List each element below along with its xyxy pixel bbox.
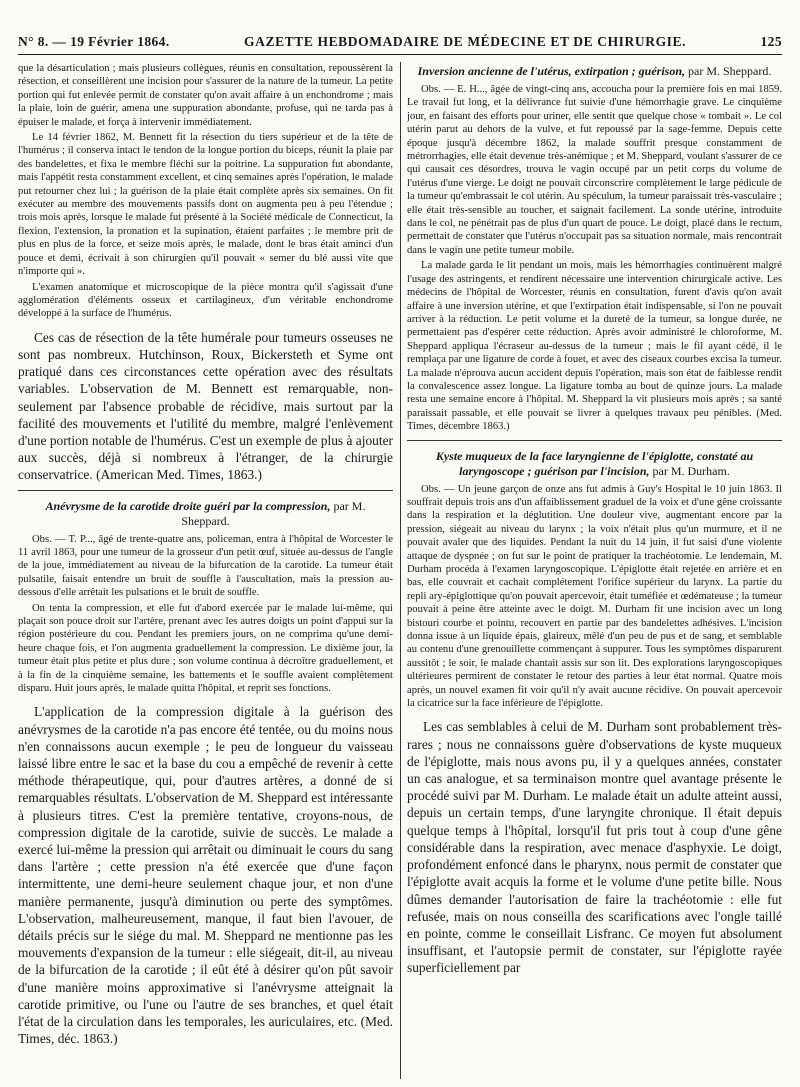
section-divider [18, 490, 393, 491]
paragraph: L'examen anatomique et microscopique de la pièce montra qu'il s'agissait d'une agglomération d'éléments osseux et cartilagineux, d'un véritable enchondrome développé à la surface de l'humérus. [18, 281, 393, 320]
article-heading [413, 449, 776, 479]
two-column-body [18, 62, 782, 1079]
article-title: Anévrysme de la carotide droite guéri par la compression, [45, 498, 331, 513]
commentary-paragraph: L'application de la compression digitale à la guérison des anévrysmes de la carotide n'a pas encore été tentée, ou du moins nous n'en connaissons aucun exemple ; le peu de longueur du vaisseau laissé libre entre le sac et la base du cou a empêché de revenir à cette méthode thérapeutique, qui, pour d'autres artères, a donné de si remarquables résultats. L'observation de M. Sheppard est intéressante à plusieurs titres. C'est la première tentative, croyons-nous, de compression digitale de la carotide, suivie de succès. Le malade a exercé lui-même la pression qui arrêtait ou diminuait le cours du sang dans l'artère ; cette pression n'a été exercée que d'une façon intermittente, une demi-heure seulement chaque jour, et non d'une manière permanente, jusqu'à diminution ou perte des symptômes. L'observation, malheureusement, manque, il faut bien l'avouer, de détails précis sur le siége du mal. M. Sheppard ne mentionne pas les mouvements d'expansion de la tumeur : elle siégeait, dit-il, au niveau de la bifurcation de la carotide ; il eût été à désirer qu'on pût savoir d'une manière moins approximative si l'anévrysme atteignait la carotide primitive, ou l'une ou l'autre de ses branches, et quel était l'état de la circulation dans les temporales, les auriculaires, etc. (Med. Times, déc. 1863.) [18, 704, 393, 1047]
article-author: par M. Sheppard. [688, 64, 772, 78]
paragraph: Le 14 février 1862, M. Bennett fit la résection du tiers supérieur et de la tête de l'humérus ; il conserva intact le tendon de la longue portion du biceps, réunit la plaie par des bandelettes, et fixa le membre fléchi sur la poitrine. La suppuration fut abondante, mais l'appétit resta constamment excellent, et cinq semaines après l'opération, le malade put retourner chez lui ; la guérison de la plaie était complète après six semaines. On fit exécuter au membre des mouvements passifs dont on augmenta peu à peu l'étendue ; trois mois après, lorsque le malade fut présenté à la Société médicale de Connecticut, la flexion, l'extension, la pronation et la supination, étaient parfaites ; le membre prit de plus en plus de la force, et seize mois après, le malade, dont le bras était aminci d'un pouce et demi, écrivait à son chirurgien qu'il pouvait « semer du blé aussi vite que n'importe qui ». [18, 132, 393, 278]
article-heading [24, 499, 387, 529]
journal-title: GAZETTE HEBDOMADAIRE DE MÉDECINE ET DE CHIRURGIE. [244, 34, 687, 49]
page-number: 125 [760, 34, 782, 49]
article-title: Inversion ancienne de l'utérus, extirpation ; guérison, [417, 64, 686, 78]
article-author: par M. Durham. [652, 463, 730, 478]
issue-date: N° 8. — 19 Février 1864. [18, 34, 170, 49]
left-column [18, 62, 393, 1079]
paragraph: que la désarticulation ; mais plusieurs collègues, réunis en consultation, repoussèrent la résection, et conseillèrent une incision pour s'assurer de la nature de la tumeur. La petite portion qui fut enlevée permit de constater qu'on avait affaire à un enchondrome ; mais la plaie, loin de guérir, amena une suppuration abondante, profuse, qui ne tarda pas à épuiser le malade, et força à intervenir immédiatement. [18, 63, 393, 128]
right-column [407, 62, 782, 1079]
observation-paragraph: Obs. — T. P..., âgé de trente-quatre ans, policeman, entra à l'hôpital de Worcester le 11 avril 1863, pour une tumeur de la grosseur d'un petit œuf, située au-dessus de l'angle de la joue, immédiatement au niveau de la bifurcation de la carotide. La tumeur était pulsatile, faisait entendre un bruit de souffle à l'auscultation, mais la pression au-dessous d'elle arrêtait les pulsations et le bruit de souffle. [18, 533, 393, 599]
observation-paragraph: Obs. — Un jeune garçon de onze ans fut admis à Guy's Hospital le 10 juin 1863. Il souffrait depuis trois ans d'un affaiblissement graduel de la voix et d'une gêne croissante dans la respiration et la déglutition. Une douleur vive, augmentant encore par la pression, siégeait au niveau du larynx ; la voix n'était plus qu'un murmure, et il ne pouvait avaler que des liquides. Pendant la nuit du 14 juin, il fut saisi d'une violente attaque de dyspnée ; on fut sur le point de pratiquer la trachéotomie. Le lendemain, M. Durham procéda à l'examen laryngoscopique. L'épiglotte était rejetée en arrière et en bas, elle couvrait et cachait complétement l'orifice supérieur du larynx. La partie du repli ary-épiglottique qu'on pouvait apercevoir, était tuméfiée et œdémateuse ; la tumeur pouvait à peine être atteinte avec le doigt. M. Durham fit une incision avec un long bistouri courbe et pointu, recouvert en partie par des bandelettes adhésives. L'incision donna issue à un liquide épais, glaireux, mêlé d'un peu de pus et de sang, et semblable au contenu d'une grenouillette commençant à suppurer. Tous les symptômes disparurent aussitôt ; le soir, le malade chantait assis sur son lit. Des explorations laryngoscopiques ultérieures permirent de constater le retour des parties à leur état normal. Quatre mois après, un nouvel examen fit voir qu'il n'y avait aucune récidive. On pouvait apercevoir la cicatrice sur la face inférieure de l'épiglotte. [407, 483, 782, 710]
article-heading [413, 64, 776, 79]
paragraph: On tenta la compression, et elle fut d'abord exercée par le malade lui-même, qui plaçait son pouce droit sur l'artère, prenant avec les autres doigts un point d'appui sur la région postérieure du cou. Pendant les premiers jours, on ne comprima qu'une demi-heure chaque fois, et l'on augmenta graduellement la compression. Le dixième jour, la tumeur était plus petite et plus dure ; son volume continua à décroître graduellement, et à la fin de la cinquième semaine, les battements et le souffle avaient complètement disparu. Huit jours après, le malade quitta l'hôpital, et reprit ses fonctions. [18, 602, 393, 695]
running-header [18, 30, 782, 55]
commentary-paragraph: Ces cas de résection de la tête humérale pour tumeurs osseuses ne sont pas nombreux. Hutchinson, Roux, Bickersteth et Syme ont pratiqué dans ces circonstances cette opération avec des résultats variables. L'observation de M. Bennett est remarquable, non-seulement par l'absence probable de récidive, mais surtout par la facilité des mouvements et l'utilité du membre, malgré l'enlèvement d'une portion notable de l'humérus. C'est un exemple de plus à ajouter aux succès, déjà si nombreux à l'étranger, de la chirurgie conservatrice. (American Med. Times, 1863.) [18, 329, 393, 483]
article-title: Kyste muqueux de la face laryngienne de l'épiglotte, constaté au laryngoscope ; guérison par l'incision, [435, 448, 754, 478]
commentary-paragraph: Les cas semblables à celui de M. Durham sont probablement très-rares ; nous ne connaissons guère d'observations de kyste muqueux de l'épiglotte, mais nous avons pu, il y a quelques années, constater un cas analogue, et sa terminaison montre quel avantage présente le procédé suivi par M. Durham. Le malade était un adulte atteint aussi, depuis un certain temps, d'une laryngite chronique. Il était depuis quelque temps à l'hôpital, lorsqu'il fut pris tout à coup d'une gêne considérable dans la respiration, avec menace d'asphyxie. Le doigt, profondément enfoncé dans le pharynx, nous permit de constater que l'épiglotte avait acquis la forme et le volume d'une petite bille. Nous dûmes demander l'autorisation de faire la trachéotomie : elle fut refusée, mais on nous conseilla des scarifications avec l'ongle taillé en pointe, comme le conseillait Lisfranc. Ce moyen fut absolument insuffisant, et l'autopsie permit de constater, sur l'épiglotte rayée superficiellement par [407, 719, 782, 976]
section-divider [407, 440, 782, 441]
observation-paragraph: Obs. — E. H..., âgée de vingt-cinq ans, accoucha pour la première fois en mai 1859. Le travail fut long, et la délivrance fut suivie d'une hémorrhagie grave. Le cinquième jour, en faisant des efforts pour uriner, elle sentit que quelque chose « tombait ». Le col utérin parut au dehors de la vulve, et fut repoussé par la sage-femme. Depuis cette époque jusqu'à décembre 1862, la malade souffrit presque constamment de métrorrhagies, elle était devenue très-anémique ; et M. Sheppard, voulant s'assurer de ce qui causait ces désordres, trouva le vagin occupé par un petit corps du volume de l'utérus d'une vierge. Le doigt ne pouvait circonscrire complètement le large pédicule de la tumeur qu'embrassait le col utérin. Au spéculum, la tumeur paraissait très-vasculaire ; elle était très-sensible au toucher, et saignait facilement. La sonde utérine, introduite dans le col, ne pénétrait pas de plus d'un quart de pouce. Le doigt, placé dans le rectum, permettait de constater que l'utérus n'occupait pas sa situation normale, mais rencontrait dans le vagin une petite tumeur mobile. [407, 84, 782, 256]
article-author: par M. Sheppard. [181, 498, 366, 528]
paragraph: La malade garda le lit pendant un mois, mais les hémorrhagies continuèrent malgré l'usage des astringents, et rendirent nécessaire une intervention chirurgicale active. Les médecins de l'hôpital de Worcester, réunis en consultation, furent d'avis qu'on avait affaire à une inversion utérine, et que l'extirpation était indispensable, si l'on ne pouvait arriver à la réduction. Le petit volume et la dureté de la tumeur, sa longue durée, ne permettaient pas d'espérer cette réduction. Après avoir administré le chloroforme, M. Sheppard appliqua l'écraseur au-dessus de la tumeur ; mais le fil ayant cédé, il le remplaça par une ligature de corde à fouet, et avec des ciseaux courbes excisa la tumeur. La malade n'éprouva aucun accident depuis l'opération, mais son état de faiblesse rendit la convalescence assez longue. La ligature tomba au bout de quinze jours. La malade resta une semaine encore à l'hôpital. M. Sheppard la vit plusieurs mois après ; sa santé paraissait passable, et elle pouvait se livrer à quelques travaux peu pénibles. (Med. Times, décembre 1863.) [407, 260, 782, 433]
